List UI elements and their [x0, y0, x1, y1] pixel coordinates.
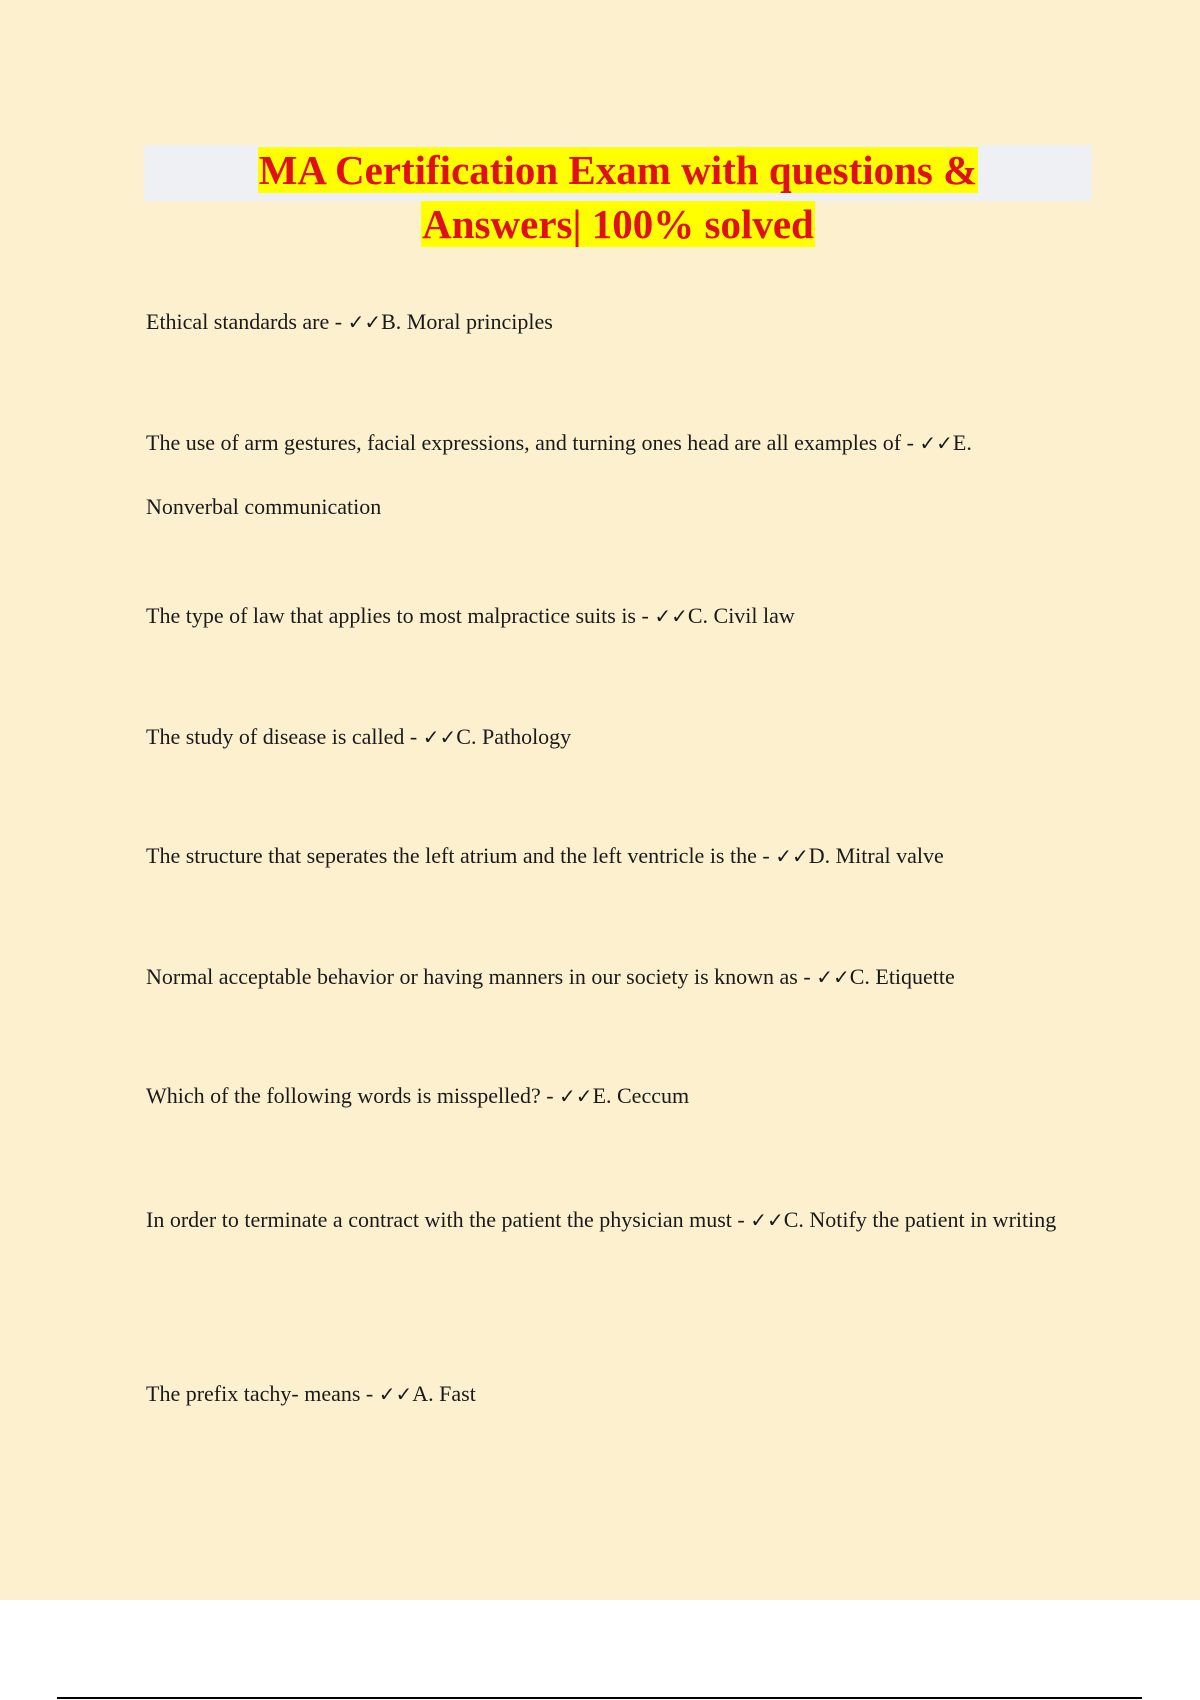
question-text: The study of disease is called -	[146, 724, 423, 749]
answer-text: C. Notify the patient in writing	[783, 1207, 1057, 1232]
double-check-icon: ✓✓	[654, 604, 688, 628]
answer-text: B. Moral principles	[381, 309, 553, 334]
answer-text: C. Civil law	[687, 603, 795, 628]
answer-text: E. Ceccum	[592, 1083, 690, 1108]
document-title	[144, 143, 1092, 251]
title-line-2: Answers| 100% solved	[422, 201, 814, 247]
double-check-icon: ✓✓	[422, 725, 457, 749]
title-line-1: MA Certification Exam with questions &	[258, 147, 978, 193]
qa-item	[146, 945, 1066, 1009]
footer-divider	[57, 1697, 1142, 1699]
qa-item	[146, 290, 1066, 354]
double-check-icon: ✓✓	[816, 965, 850, 989]
question-text: Ethical standards are -	[146, 309, 348, 334]
qa-item	[146, 584, 1066, 648]
double-check-icon: ✓✓	[775, 844, 809, 868]
question-text: In order to terminate a contract with the patient the physician must -	[146, 1207, 751, 1232]
double-check-icon: ✓✓	[378, 1382, 413, 1406]
question-text: The use of arm gestures, facial expressions, and turning ones head are all examples of -	[146, 430, 920, 455]
qa-item	[146, 411, 1066, 539]
qa-item	[146, 1064, 1066, 1128]
answer-text: C. Etiquette	[849, 964, 955, 989]
question-text: The type of law that applies to most malpractice suits is -	[146, 603, 655, 628]
answer-text: D. Mitral valve	[808, 843, 944, 868]
qa-item	[146, 1362, 1066, 1426]
question-text: The prefix tachy- means -	[146, 1381, 379, 1406]
question-text: Normal acceptable behavior or having manners in our society is known as -	[146, 964, 817, 989]
question-text: The structure that seperates the left atrium and the left ventricle is the -	[146, 843, 776, 868]
answer-text: A. Fast	[412, 1381, 476, 1406]
double-check-icon: ✓✓	[559, 1084, 593, 1108]
double-check-icon: ✓✓	[347, 310, 382, 334]
qa-item	[146, 705, 1066, 769]
qa-item	[146, 1188, 1066, 1252]
double-check-icon: ✓✓	[750, 1208, 784, 1232]
answer-text: C. Pathology	[456, 724, 572, 749]
qa-item	[146, 824, 1066, 888]
double-check-icon: ✓✓	[919, 431, 953, 455]
question-text: Which of the following words is misspelled? -	[146, 1083, 560, 1108]
answer-text: E. Nonverbal communication	[146, 430, 972, 519]
